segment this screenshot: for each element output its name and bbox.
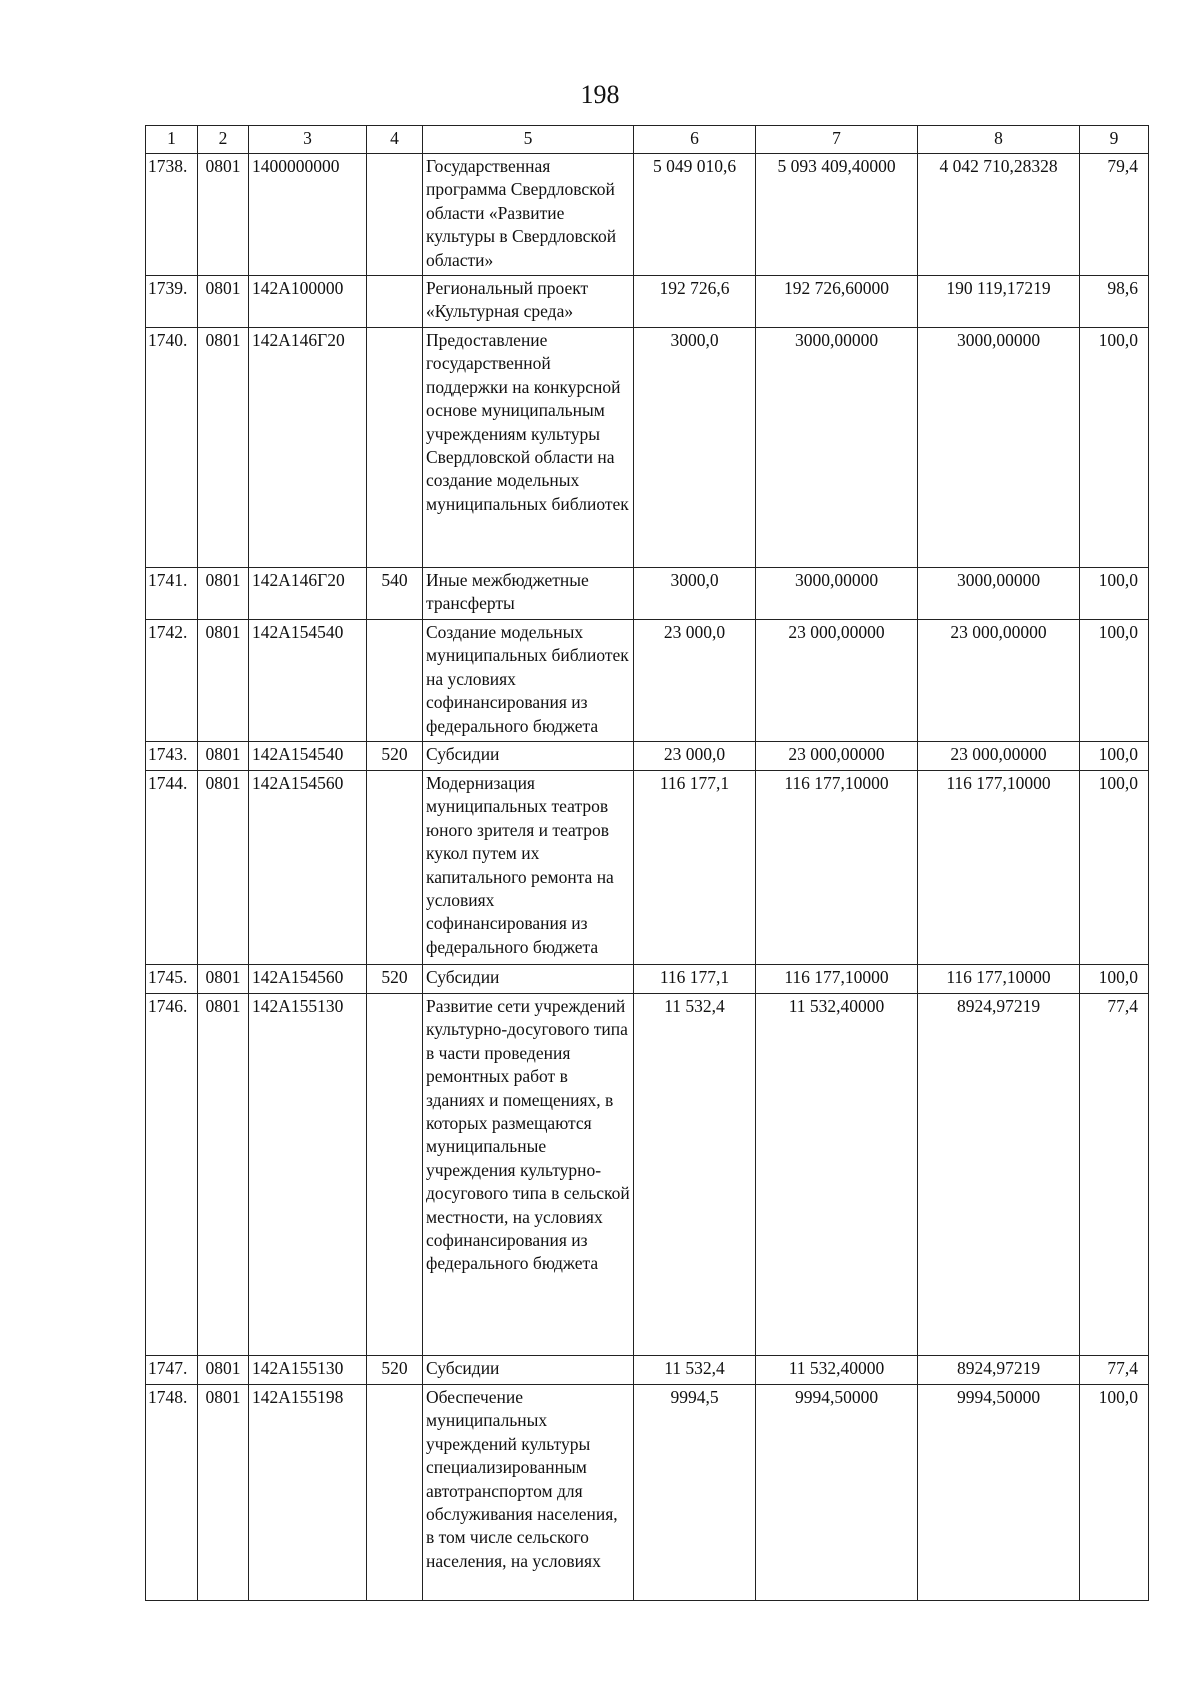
expense-type-code: 540 [367, 568, 423, 620]
executed-amount: 8924,97219 [918, 994, 1080, 1356]
target-code: 142А146Г20 [249, 328, 367, 568]
approved-amount: 11 532,40000 [756, 994, 918, 1356]
table-row [146, 276, 1149, 328]
table-row [146, 328, 1149, 568]
execution-percent: 100,0 [1080, 742, 1149, 771]
planned-amount: 192 726,6 [634, 276, 756, 328]
row-number: 1738. [146, 154, 198, 276]
row-number: 1741. [146, 568, 198, 620]
section-code: 0801 [198, 1356, 249, 1385]
target-code: 142А154540 [249, 742, 367, 771]
budget-table [145, 125, 1149, 1601]
approved-amount: 9994,50000 [756, 1385, 918, 1601]
row-number: 1746. [146, 994, 198, 1356]
executed-amount: 3000,00000 [918, 568, 1080, 620]
item-name: Региональный проект «Культурная среда» [423, 276, 634, 328]
executed-amount: 3000,00000 [918, 328, 1080, 568]
approved-amount: 23 000,00000 [756, 742, 918, 771]
table-row [146, 994, 1149, 1356]
column-header: 7 [756, 126, 918, 154]
item-name: Обеспечение муниципальных учреждений культуры специализированным автотранспортом для обслуживания населения, в том числе сельского населения, на условиях [423, 1385, 634, 1601]
target-code: 142А155130 [249, 994, 367, 1356]
executed-amount: 116 177,10000 [918, 965, 1080, 994]
planned-amount: 11 532,4 [634, 994, 756, 1356]
executed-amount: 116 177,10000 [918, 771, 1080, 965]
target-code: 142А146Г20 [249, 568, 367, 620]
section-code: 0801 [198, 620, 249, 742]
row-number: 1747. [146, 1356, 198, 1385]
section-code: 0801 [198, 994, 249, 1356]
column-header: 4 [367, 126, 423, 154]
planned-amount: 116 177,1 [634, 771, 756, 965]
executed-amount: 9994,50000 [918, 1385, 1080, 1601]
expense-type-code [367, 328, 423, 568]
table-row [146, 154, 1149, 276]
target-code: 142А155198 [249, 1385, 367, 1601]
item-name: Субсидии [423, 965, 634, 994]
planned-amount: 23 000,0 [634, 742, 756, 771]
expense-type-code [367, 154, 423, 276]
row-number: 1743. [146, 742, 198, 771]
table-row [146, 620, 1149, 742]
expense-type-code [367, 771, 423, 965]
expense-type-code [367, 620, 423, 742]
planned-amount: 5 049 010,6 [634, 154, 756, 276]
execution-percent: 79,4 [1080, 154, 1149, 276]
approved-amount: 11 532,40000 [756, 1356, 918, 1385]
row-number: 1745. [146, 965, 198, 994]
table-row [146, 771, 1149, 965]
executed-amount: 8924,97219 [918, 1356, 1080, 1385]
planned-amount: 116 177,1 [634, 965, 756, 994]
row-number: 1744. [146, 771, 198, 965]
column-header: 8 [918, 126, 1080, 154]
execution-percent: 77,4 [1080, 1356, 1149, 1385]
column-header: 9 [1080, 126, 1149, 154]
approved-amount: 192 726,60000 [756, 276, 918, 328]
target-code: 1400000000 [249, 154, 367, 276]
item-name: Государственная программа Свердловской области «Развитие культуры в Свердловской области» [423, 154, 634, 276]
item-name: Создание модельных муниципальных библиотек на условиях софинансирования из федерального бюджета [423, 620, 634, 742]
table-row [146, 1356, 1149, 1385]
table-row [146, 1385, 1149, 1601]
target-code: 142А100000 [249, 276, 367, 328]
item-name: Модернизация муниципальных театров юного зрителя и театров кукол путем их капитального ремонта на условиях софинансирования из федерального бюджета [423, 771, 634, 965]
table-header-row [146, 126, 1149, 154]
planned-amount: 11 532,4 [634, 1356, 756, 1385]
execution-percent: 100,0 [1080, 328, 1149, 568]
column-header: 3 [249, 126, 367, 154]
approved-amount: 116 177,10000 [756, 771, 918, 965]
expense-type-code [367, 276, 423, 328]
column-header: 5 [423, 126, 634, 154]
page-number: 198 [580, 80, 620, 109]
approved-amount: 116 177,10000 [756, 965, 918, 994]
target-code: 142А155130 [249, 1356, 367, 1385]
item-name: Иные межбюджетные трансферты [423, 568, 634, 620]
execution-percent: 100,0 [1080, 771, 1149, 965]
item-name: Предоставление государственной поддержки на конкурсной основе муниципальным учреждениям культуры Свердловской области на создание модельных муниципальных библиотек [423, 328, 634, 568]
execution-percent: 100,0 [1080, 1385, 1149, 1601]
row-number: 1742. [146, 620, 198, 742]
column-header: 6 [634, 126, 756, 154]
approved-amount: 3000,00000 [756, 568, 918, 620]
section-code: 0801 [198, 771, 249, 965]
execution-percent: 100,0 [1080, 965, 1149, 994]
planned-amount: 9994,5 [634, 1385, 756, 1601]
section-code: 0801 [198, 742, 249, 771]
execution-percent: 100,0 [1080, 620, 1149, 742]
planned-amount: 23 000,0 [634, 620, 756, 742]
target-code: 142А154560 [249, 965, 367, 994]
section-code: 0801 [198, 1385, 249, 1601]
section-code: 0801 [198, 328, 249, 568]
expense-type-code: 520 [367, 965, 423, 994]
executed-amount: 23 000,00000 [918, 620, 1080, 742]
expense-type-code: 520 [367, 742, 423, 771]
section-code: 0801 [198, 965, 249, 994]
executed-amount: 4 042 710,28328 [918, 154, 1080, 276]
approved-amount: 3000,00000 [756, 328, 918, 568]
section-code: 0801 [198, 154, 249, 276]
expense-type-code [367, 994, 423, 1356]
table-row [146, 742, 1149, 771]
row-number: 1740. [146, 328, 198, 568]
expense-type-code: 520 [367, 1356, 423, 1385]
planned-amount: 3000,0 [634, 328, 756, 568]
section-code: 0801 [198, 568, 249, 620]
approved-amount: 5 093 409,40000 [756, 154, 918, 276]
target-code: 142А154540 [249, 620, 367, 742]
execution-percent: 98,6 [1080, 276, 1149, 328]
executed-amount: 190 119,17219 [918, 276, 1080, 328]
planned-amount: 3000,0 [634, 568, 756, 620]
executed-amount: 23 000,00000 [918, 742, 1080, 771]
item-name: Развитие сети учреждений культурно-досугового типа в части проведения ремонтных работ в зданиях и помещениях, в которых размещаются муниципальные учреждения культурно-досугового типа в сельской местности, на условиях софинансирования из федерального бюджета [423, 994, 634, 1356]
execution-percent: 77,4 [1080, 994, 1149, 1356]
section-code: 0801 [198, 276, 249, 328]
target-code: 142А154560 [249, 771, 367, 965]
execution-percent: 100,0 [1080, 568, 1149, 620]
item-name: Субсидии [423, 742, 634, 771]
approved-amount: 23 000,00000 [756, 620, 918, 742]
row-number: 1739. [146, 276, 198, 328]
table-row [146, 965, 1149, 994]
column-header: 2 [198, 126, 249, 154]
column-header: 1 [146, 126, 198, 154]
expense-type-code [367, 1385, 423, 1601]
item-name: Субсидии [423, 1356, 634, 1385]
table-row [146, 568, 1149, 620]
row-number: 1748. [146, 1385, 198, 1601]
